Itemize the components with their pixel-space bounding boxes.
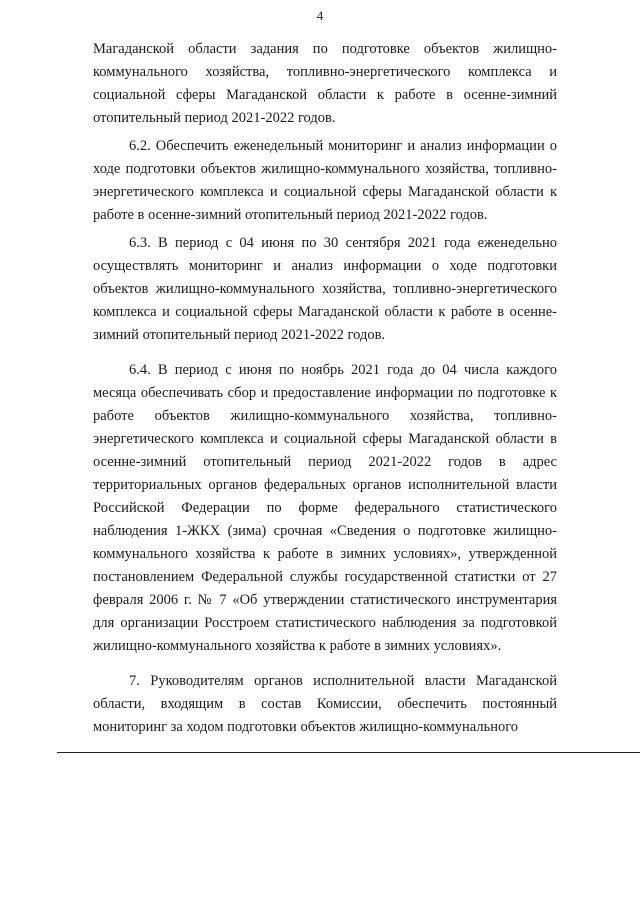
paragraph-6-3: 6.3. В период с 04 июня по 30 сентября 2021 года еженедельно осуществлять мониторинг и анализ информации о ходе подготовки объектов жилищно-коммунального хозяйства, топливно-энергетического комплекса и социальной сферы Магаданской области к работе в осенне-зимний отопительный период 2021-2022 годов.: [93, 235, 557, 343]
paragraph-continuation: Магаданской области задания по подготовке объектов жилищно-коммунального хозяйства, топливно-энергетического комплекса и социальной сферы Магаданской области к работе в осенне-зимний отопительный период 2021-2022 годов.: [93, 41, 557, 126]
paragraph-6-4: 6.4. В период с июня по ноябрь 2021 года до 04 числа каждого месяца обеспечивать сбор и предоставление информации по подготовке к работе объектов жилищно-коммунального хозяйства, топливно-энергетического комплекса и социальной сферы Магаданской области в осенне-зимний отопительный период 2021-2022 годов в адрес территориальных органов федеральных органов исполнительной власти Российской Федерации по форме федерального статистического наблюдения 1-ЖКХ (зима) срочная «Сведения о подготовке жилищно-коммунального хозяйства к работе в зимних условиях», утвержденной постановлением Федеральной службы государственной статистки от 27 февраля 2006 г. № 7 «Об утверждении статистического инструментария для организации Росстроем статистического наблюдения за подготовкой жилищно-коммунального хозяйства к работе в зимних условиях».: [93, 362, 557, 654]
paragraph-7: 7. Руководителям органов исполнительной власти Магаданской области, входящим в состав Комиссии, обеспечить постоянный мониторинг за ходом подготовки объектов жилищно-коммунального: [93, 673, 557, 735]
page-bottom-rule: [57, 752, 640, 753]
document-body: [93, 38, 557, 739]
page-number: 4: [316, 8, 324, 23]
paragraph-6-2: 6.2. Обеспечить еженедельный мониторинг и анализ информации о ходе подготовки объектов жилищно-коммунального хозяйства, топливно-энергетического комплекса и социальной сферы Магаданской области к работе в осенне-зимний отопительный период 2021-2022 годов.: [93, 138, 557, 223]
